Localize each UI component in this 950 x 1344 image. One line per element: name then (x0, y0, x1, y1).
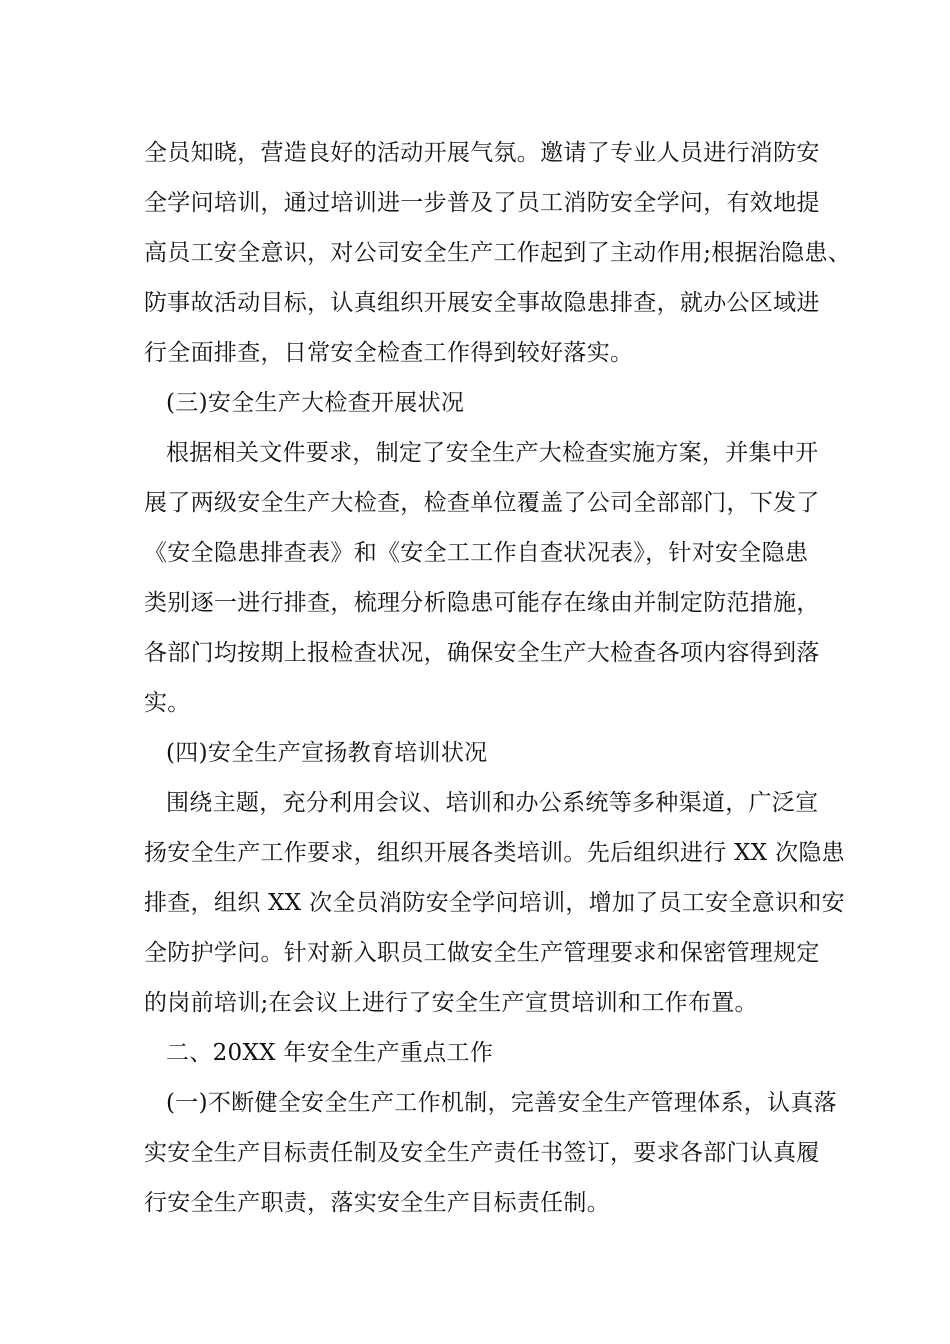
section-heading: (四)安全生产宣扬教育培训状况 (166, 740, 488, 766)
text-line: 排查，组织 XX 次全员消防安全学问培训，增加了员工安全意识和安 (144, 890, 845, 916)
text-line: 各部门均按期上报检查状况，确保安全生产大检查各项内容得到落 (144, 640, 820, 666)
text-line: 高员工安全意识，对公司安全生产工作起到了主动作用;根据治隐患、 (144, 240, 852, 266)
document-body (144, 128, 852, 1228)
text-line: 防事故活动目标，认真组织开展安全事故隐患排查，就办公区域进 (144, 290, 820, 316)
text-line: 根据相关文件要求，制定了安全生产大检查实施方案，并集中开 (166, 440, 819, 466)
text-line: 行全面排查，日常安全检查工作得到较好落实。 (144, 340, 634, 366)
text-line: 展了两级安全生产大检查，检查单位覆盖了公司全部部门，下发了 (144, 490, 820, 516)
text-line: 的岗前培训;在会议上进行了安全生产宣贯培训和工作布置。 (144, 990, 758, 1016)
text-line: 实。 (144, 690, 191, 716)
text-line: 《安全隐患排查表》和《安全工工作自查状况表》，针对安全隐患 (144, 540, 809, 566)
text-line: 全员知晓，营造良好的活动开展气氛。邀请了专业人员进行消防安 (144, 140, 820, 166)
text-line: 全学问培训，通过培训进一步普及了员工消防安全学问，有效地提 (144, 190, 820, 216)
text-line: 行安全生产职责，落实安全生产目标责任制。 (144, 1190, 610, 1216)
text-line: 扬安全生产工作要求，组织开展各类培训。先后组织进行 XX 次隐患 (144, 840, 845, 866)
text-line: 实安全生产目标责任制及安全生产责任书签订，要求各部门认真履 (144, 1140, 820, 1166)
text-line: 围绕主题，充分利用会议、培训和办公系统等多种渠道，广泛宣 (166, 790, 819, 816)
section-heading: (三)安全生产大检查开展状况 (166, 390, 465, 416)
text-line: 类别逐一进行排查，梳理分析隐患可能存在缘由并制定防范措施， (144, 590, 820, 616)
section-heading: 二、20XX 年安全生产重点工作 (166, 1040, 494, 1066)
text-line: (一)不断健全安全生产工作机制，完善安全生产管理体系，认真落 (166, 1090, 837, 1116)
text-line: 全防护学问。针对新入职员工做安全生产管理要求和保密管理规定 (144, 940, 820, 966)
